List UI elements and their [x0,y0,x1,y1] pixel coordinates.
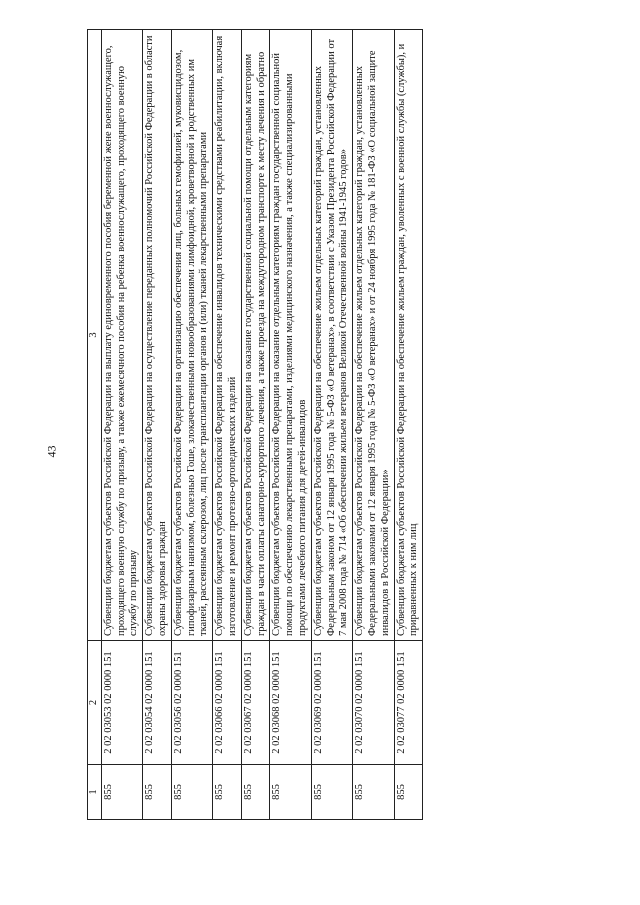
table-row [353,30,394,820]
header-col-2: 2 [88,641,102,765]
admin-code-cell: 855 [394,765,423,820]
budget-code-cell: 2 02 03053 02 0000 151 [101,641,142,765]
table-row [270,30,311,820]
admin-code-cell: 855 [143,765,172,820]
table-row [101,30,142,820]
description-cell: Субвенции бюджетам субъектов Российской Федерации на осуществление переданных полномочий Российской Федерации в области охраны здоровья граждан [143,30,172,641]
budget-code-cell: 2 02 03070 02 0000 151 [353,641,394,765]
table-header-row [88,30,102,820]
description-cell: Субвенции бюджетам субъектов Российской Федерации на выплату единовременного пособия беременной жене военнослужащего, проходящего военную службу по призыву, а также ежемесячного пособия на ребенка военнослужащего, проходящего военную службу по призыву [101,30,142,641]
page-number: 43 [44,445,59,458]
budget-code-cell: 2 02 03069 02 0000 151 [311,641,352,765]
admin-code-cell: 855 [311,765,352,820]
budget-code-cell: 2 02 03068 02 0000 151 [270,641,311,765]
table-row [171,30,212,820]
admin-code-cell: 855 [270,765,311,820]
admin-code-cell: 855 [241,765,270,820]
table-row [394,30,423,820]
description-cell: Субвенции бюджетам субъектов Российской Федерации на обеспечение жильем отдельных категорий граждан, установленных Федеральными законами от 12 января 1995 года № 5-ФЗ «О ветеранах» и от 24 ноября 1995 года № 181-ФЗ «О социальной защите инвалидов в Российской Федерации» [353,30,394,641]
header-col-1: 1 [88,765,102,820]
description-cell: Субвенции бюджетам субъектов Российской Федерации на оказание государственной социальной помощи отдельным категориям граждан в части оплаты санаторно-курортного лечения, а также проезда на междугородном транспорте к месту лечения и обратно [241,30,270,641]
description-cell: Субвенции бюджетам субъектов Российской Федерации на обеспечение жильем граждан, уволенных с военной службы (службы), и приравненных к ним лиц [394,30,423,641]
budget-code-cell: 2 02 03066 02 0000 151 [213,641,242,765]
table-row [311,30,352,820]
description-cell: Субвенции бюджетам субъектов Российской Федерации на организацию обеспечения лиц, больных гемофилией, муковисцидозом, гипофизарным нанизмом, болезнью Гоше, злокачественными новообразованиями лимфоидной, кроветворной и родственных им тканей, рассеянным склерозом, лиц после трансплантации органов и (или) тканей лекарственными препаратами [171,30,212,641]
description-cell: Субвенции бюджетам субъектов Российской Федерации на обеспечение инвалидов техническими средствами реабилитации, включая изготовление и ремонт протезно-ортопедических изделий [213,30,242,641]
description-cell: Субвенции бюджетам субъектов Российской Федерации на обеспечение жильем отдельных категорий граждан, установленных Федеральным законом от 12 января 1995 года № 5-ФЗ «О ветеранах», в соответствии с Указом Президента Российской Федерации от 7 мая 2008 года № 714 «Об обеспечении жильем ветеранов Великой Отечественной войны 1941-1945 годов» [311,30,352,641]
admin-code-cell: 855 [213,765,242,820]
budget-code-cell: 2 02 03067 02 0000 151 [241,641,270,765]
budget-code-cell: 2 02 03077 02 0000 151 [394,641,423,765]
budget-code-cell: 2 02 03056 02 0000 151 [171,641,212,765]
admin-code-cell: 855 [171,765,212,820]
admin-code-cell: 855 [101,765,142,820]
header-col-3: 3 [88,30,102,641]
budget-code-cell: 2 02 03054 02 0000 151 [143,641,172,765]
table-row [213,30,242,820]
rotated-page-content [87,30,539,820]
budget-codes-table [87,29,423,820]
admin-code-cell: 855 [353,765,394,820]
table-row [241,30,270,820]
table-row [143,30,172,820]
description-cell: Субвенции бюджетам субъектов Российской Федерации на оказание отдельным категориям граждан государственной социальной помощи по обеспечению лекарственными препаратами, изделиями медицинского назначения, а также специализированными продуктами лечебного питания для детей-инвалидов [270,30,311,641]
